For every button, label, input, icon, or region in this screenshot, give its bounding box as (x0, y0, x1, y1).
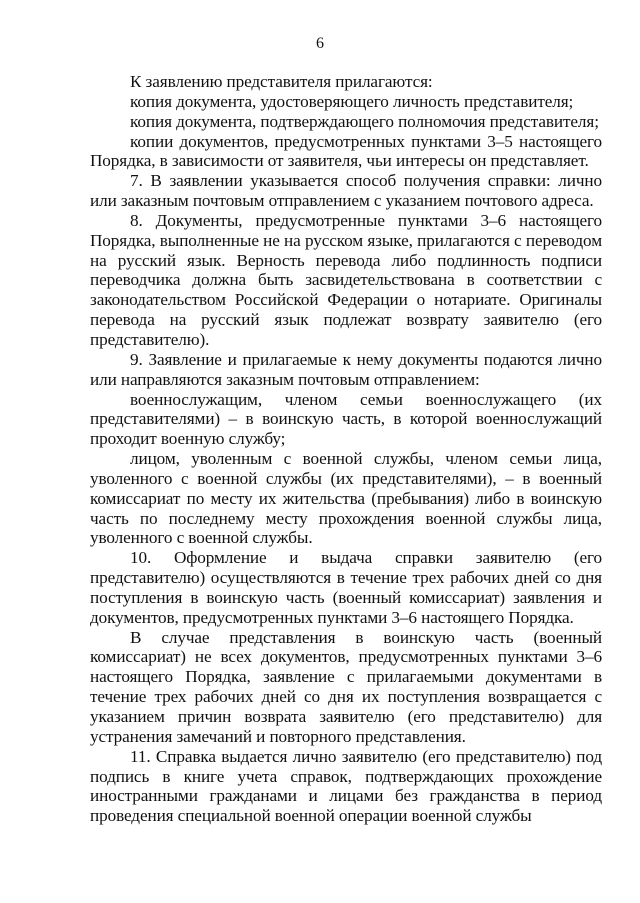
document-body (90, 72, 602, 826)
paragraph-discharged: лицом, уволенным с военной службы, членом семьи лица, уволенного с военной службы (их представителями), – в военный комиссариат по месту их жительства (пребывания) либо в воинскую часть по последнему месту прохождения военной службы лица, уволенного с военной службы. (90, 449, 602, 548)
paragraph-identity-copy: копия документа, удостоверяющего личность представителя; (130, 91, 574, 111)
paragraph-item-7: 7. В заявлении указывается способ получения справки: лично или заказным почтовым отправлением с указанием почтового адреса. (90, 171, 602, 211)
paragraph-item-11: 11. Справка выдается лично заявителю (его представителю) под подпись в книге учета справок, подтверждающих прохождение иностранными гражданами и лицами без гражданства в период проведения специальной военной операции военной службы (90, 746, 602, 826)
paragraph-attachments-intro: К заявлению представителя прилагаются: (130, 72, 433, 91)
paragraph-authority-copy: копия документа, подтверждающего полномочия представителя; (130, 111, 599, 131)
page-number: 6 (316, 35, 324, 52)
paragraph-item-9: 9. Заявление и прилагаемые к нему документы подаются лично или направляются заказным почтовым отправлением: (90, 349, 602, 389)
paragraph-document-copies: копии документов, предусмотренных пунктами 3–5 настоящего Порядка, в зависимости от заявителя, чьи интересы он представляет. (90, 131, 602, 171)
paragraph-item-10: 10. Оформление и выдача справки заявителю (его представителю) осуществляются в течение трех рабочих дней со дня поступления в воинскую часть (военный комиссариат) заявления и документов, предусмотренных пунктами 3–6 настоящего Порядка. (90, 548, 602, 627)
paragraph-item-8: 8. Документы, предусмотренные пунктами 3–6 настоящего Порядка, выполненные не на русском языке, прилагаются с переводом на русский язык. Верность перевода либо подлинность подписи переводчика должна быть засвидетельствована в соответствии с законодательством Российской Федерации о нотариате. Оригиналы перевода на русский язык подлежат возврату заявителю (его представителю). (90, 210, 602, 349)
paragraph-servicemen: военнослужащим, членом семьи военнослужащего (их представителями) – в воинскую часть, в которой военнослужащий проходит военную службу; (90, 389, 602, 449)
paragraph-incomplete-documents: В случае представления в воинскую часть (военный комиссариат) не всех документов, предусмотренных пунктами 3–6 настоящего Порядка, заявление с прилагаемыми документами в течение трех рабочих дней со дня их поступления возвращается с указанием причин возврата заявителю (его представителю) для устранения замечаний и повторного представления. (90, 627, 602, 746)
